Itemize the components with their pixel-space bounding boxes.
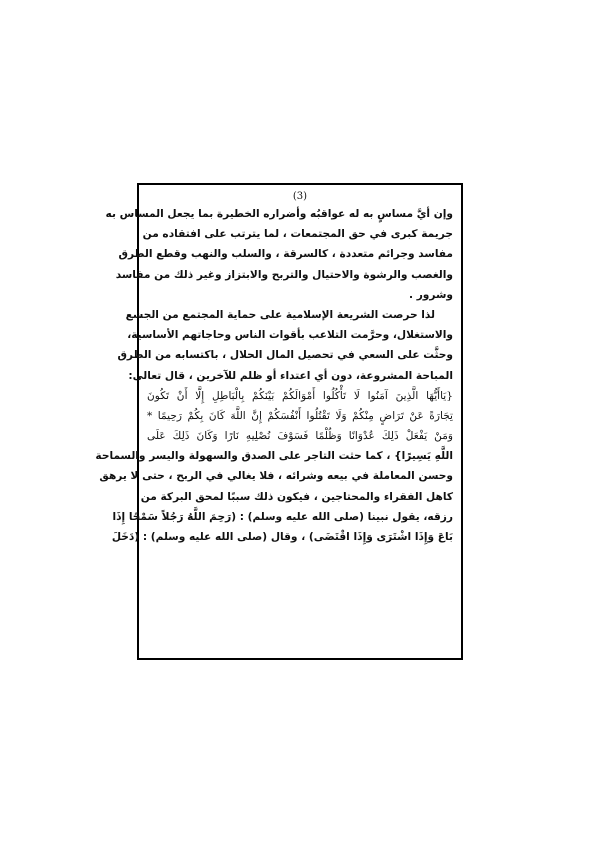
text-line: والغصب والرشوة والاحتيال والتربح والابتزاز وغير ذلك من مفاسد [115, 268, 453, 281]
text-line: مفاسد وجرائم متعددة ، كالسرقة ، والسلب والنهب وقطع الطرق [118, 248, 453, 261]
text-line: رزقه، يقول نبينا (صلى الله عليه وسلم) : (رَحِمَ اللَّهُ رَجُلاً سَمْحًا إِذَا [112, 510, 453, 523]
text-line: جريمة كبرى في حق المجتمعات ، لما يترتب على افتقاده من [142, 228, 453, 241]
quran-verse-line: تِجَارَةً عَنْ تَرَاضٍ مِنْكُمْ وَلَا تَقْتُلُوا أَنْفُسَكُمْ إِنَّ اللَّهَ كَانَ بِكُمْ رَحِيمًا * [147, 409, 453, 422]
text-line: وحسن المعاملة في بيعه وشرائه ، فلا يغالي في الربح ، حتى لا يرهق [99, 470, 453, 483]
text-line: كاهل الفقراء والمحتاجين ، فيكون ذلك سببًا لمحق البركة من [140, 490, 453, 503]
text-line: وحثَّت على السعي في تحصيل المال الحلال ، باكتسابه من الطرق [117, 349, 453, 362]
quran-verse-line: وَمَنْ يَفْعَلْ ذَلِكَ عُدْوَانًا وَظُلْمًا فَسَوْفَ نُصْلِيهِ نَارًا وَكَانَ ذَلِكَ عَلَى [147, 430, 453, 443]
text-line: وإن أيَّ مساسٍ به له عواقبُه وأضراره الخطيرة بما يجعل المساس به [105, 208, 453, 220]
text-line: والاستغلال، وحرَّمت التلاعب بأقوات الناس وحاجاتهم الأساسية، [127, 329, 453, 342]
page-frame [95, 183, 463, 660]
text-line: اللَّهِ يَسِيرًا} ، كما حثت التاجر على الصدق والسهولة واليسر والسماحة [95, 450, 453, 463]
text-line: بَاعَ وَإِذَا اشْتَرَى وَإِذَا اقْتَضَى) ، وقال (صلى الله عليه وسلم) : (دَخَلَ [111, 531, 453, 543]
page-number: (3) [292, 191, 308, 202]
text-line: المباحة المشروعة، دون أي اعتداء أو ظلم للآخرين ، قال تعالى: [128, 369, 453, 382]
paragraph-2 [95, 305, 453, 547]
text-line: لذا حرصت الشريعة الإسلامية على حماية المجتمع من الجشع [125, 308, 435, 321]
text-line: وشرور . [409, 288, 453, 301]
quran-verse-line: {يَاأَيُّهَا الَّذِينَ آمَنُوا لَا تَأْكُلُوا أَمْوَالَكُمْ بَيْنَكُمْ بِالْبَاطِلِ إِلَّا أَنْ تَكُونَ [147, 389, 453, 402]
paragraph-1 [105, 204, 453, 305]
